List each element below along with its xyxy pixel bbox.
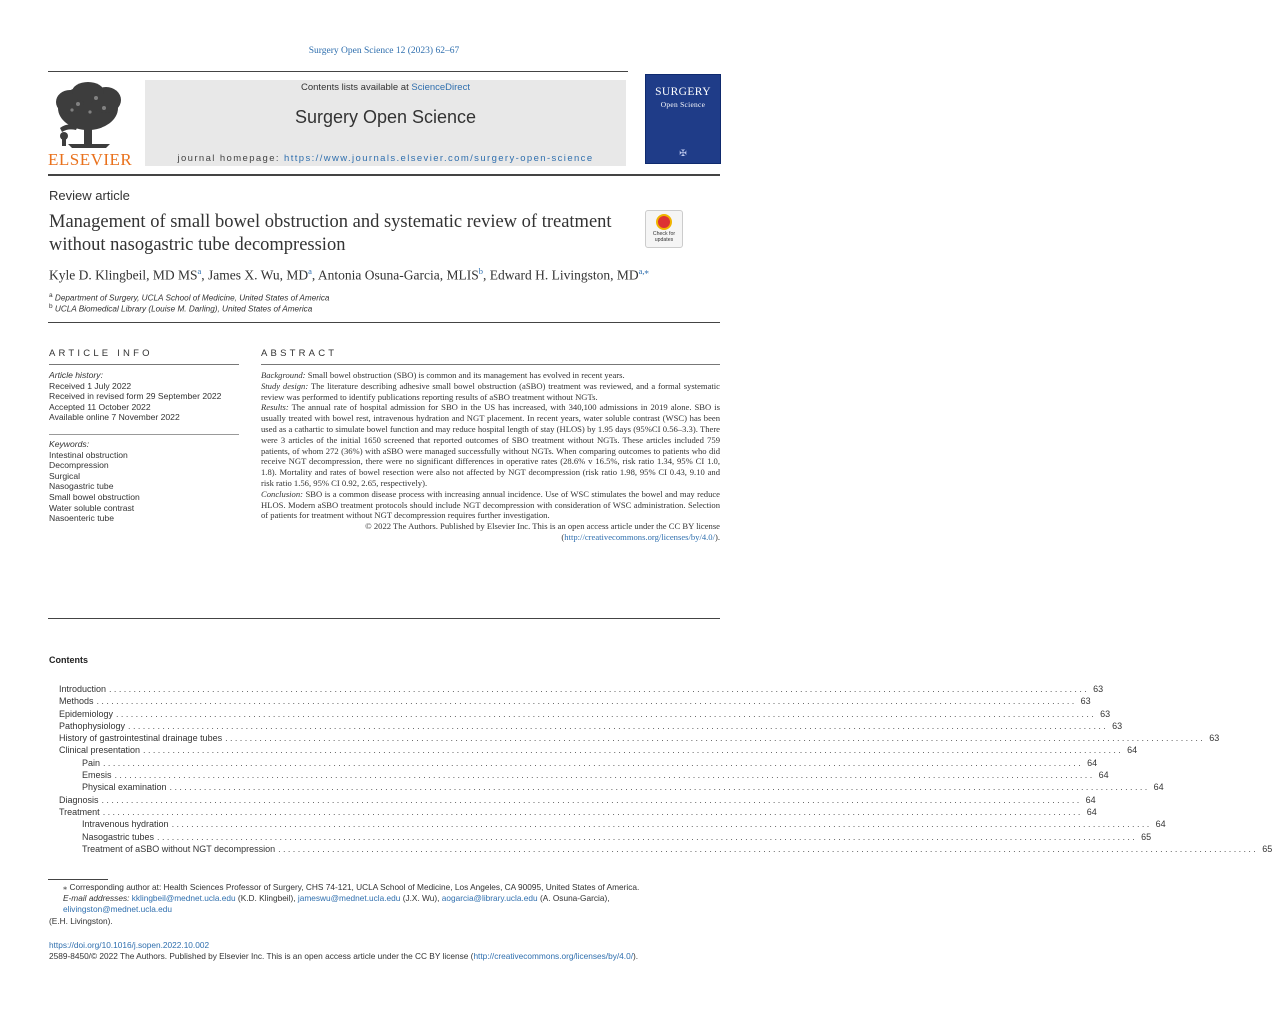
toc-entry-page: 64 — [1085, 794, 1096, 805]
toc-entry-page: 64 — [1086, 806, 1097, 817]
affiliation-text: Department of Surgery, UCLA School of Medicine, United States of America — [54, 293, 330, 303]
abstract-background — [261, 370, 720, 381]
affiliation-a — [49, 292, 329, 303]
toc-entry[interactable] — [49, 720, 1123, 732]
corresponding-mark: ⁎ — [63, 882, 68, 892]
toc-leader-dots: ........................................................................................................................................................................................................ — [128, 720, 1109, 731]
toc-entry-title[interactable]: Treatment of aSBO without NGT decompression — [82, 843, 276, 854]
affiliation-text: UCLA Biomedical Library (Louise M. Darling), United States of America — [54, 304, 313, 314]
design-text: The literature describing adhesive small bowel obstruction (aSBO) treatment was reviewed, and a formal systematic review was performed to identify publications reporting results of aSBO treatment without NGTs. — [261, 380, 720, 402]
journal-name: Surgery Open Science — [294, 107, 477, 127]
keywords — [49, 439, 239, 524]
toc-leader-dots: ........................................................................................................................................................................................................ — [103, 757, 1084, 768]
toc-entry-title[interactable]: Intravenous hydration — [82, 819, 169, 830]
toc-entry-page: 63 — [1093, 684, 1104, 694]
contents-heading: Contents — [49, 655, 88, 665]
author-sep: , — [201, 267, 209, 283]
affiliation-rule — [48, 322, 720, 323]
sciencedirect-link[interactable]: ScienceDirect — [411, 82, 470, 93]
toc-entry[interactable] — [49, 781, 1164, 793]
toc-entry-page: 64 — [1153, 782, 1164, 793]
results-text: The annual rate of hospital admission for SBO in the US has increased, with 340,100 admissions in 2019 alone. SBO is usually treated with bowel rest, intravenous hydration and NGT placement. In recent years, water soluble contrast (WSC) has been used as a cathartic to simulate bowel function and may reduce hospital length of stay (HLOS) by 1.95 days (95%CI 0.56–3.3). There were 3 articles of the initial 1650 screened that reported outcomes of SBO treatment without NGTs. These articles included 759 patients, of whom 272 (36%) with aSBO were managed successfully without NGTs. When comparing outcomes to patients who did receive NGT decompression, there were no significant differences in operative rates (28.6% v 16.5%, risk ratio 1.34, 95% CI 1.0, 1.8). Mortality and rates of bowel resection were also not affected by NGT decompression (risk ratio 1.98, 95% CI 0.43, 9.10 and risk ratio 1.56, 95% CI 0.92, 2.65, respectively). — [261, 402, 720, 488]
toc-entry[interactable] — [49, 769, 1109, 781]
author-name[interactable]: Antonia Osuna-Garcia, MLIS — [317, 267, 479, 283]
toc-entry-page: 65 — [1262, 843, 1272, 854]
contents-available-line — [145, 82, 626, 93]
toc-entry-page: 63 — [1112, 720, 1123, 731]
background-label: Background: — [261, 370, 306, 380]
article-title: Management of small bowel obstruction and systematic review of treatment without nasogastric tube decompression — [49, 212, 612, 255]
toc-entry[interactable] — [49, 794, 1096, 806]
toc-entry[interactable] — [49, 744, 1138, 756]
toc-entry[interactable] — [49, 831, 1152, 843]
toc-entry-title[interactable]: Physical examination — [82, 782, 167, 793]
email-owner: (A. Osuna-Garcia), — [537, 893, 610, 904]
toc-entry[interactable] — [49, 695, 1091, 707]
issn-license-link[interactable]: http://creativecommons.org/licenses/by/4.0/ — [473, 951, 633, 961]
keyword: Nasoenteric tube — [49, 513, 114, 524]
email-link[interactable]: elivingston@mednet.ucla.edu — [63, 904, 172, 915]
toc-entry-page: 63 — [1080, 696, 1091, 707]
toc-entry-page: 64 — [1155, 819, 1166, 830]
email-owner: (J.X. Wu), — [400, 893, 442, 904]
email-label: E-mail addresses: — [63, 893, 130, 904]
toc-entry-title[interactable]: Epidemiology — [59, 708, 114, 719]
issn-end: ). — [633, 951, 639, 961]
toc-leader-dots: ........................................................................................................................................................................................................ — [171, 819, 1152, 830]
toc-entry[interactable] — [49, 683, 1104, 695]
affiliation-b — [49, 303, 312, 314]
author-sep: , — [483, 267, 490, 283]
article-history — [49, 370, 239, 423]
history-accepted: Accepted 11 October 2022 — [49, 401, 151, 412]
history-revised: Received in revised form 29 September 2022 — [49, 391, 222, 402]
email-last-line: (E.H. Livingston). — [49, 915, 113, 926]
article-type: Review article — [49, 188, 130, 203]
journal-citation[interactable]: Surgery Open Science 12 (2023) 62–67 — [308, 46, 460, 56]
keyword: Small bowel obstruction — [49, 491, 140, 502]
check-updates-icon — [656, 214, 672, 230]
keyword: Nasogastric tube — [49, 481, 114, 492]
abstract-rule — [261, 364, 720, 365]
toc-entry-page: 63 — [1209, 733, 1220, 744]
header-bottom-rule — [48, 174, 720, 176]
email-link[interactable]: aogarcia@library.ucla.edu — [441, 893, 538, 904]
email-owner: (K.D. Klingbeil), — [235, 893, 298, 904]
email-addresses — [49, 893, 720, 915]
cover-emblem-icon: ✠ — [679, 148, 687, 158]
affiliation-mark: a — [49, 292, 53, 299]
author-affil-mark[interactable]: b — [478, 266, 483, 276]
design-label: Study design: — [261, 380, 309, 391]
conclusion-text: SBO is a common disease process with increasing annual incidence. Use of WSC stimulates the bowel and may reduce HLOS. Modern aSBO treatment protocols should include NGT decompression with consideration of WSC administration. Selection of patients for treatment without NGT decompression requires further investigation. — [261, 488, 720, 521]
table-of-contents — [49, 683, 1272, 855]
toc-entry[interactable] — [49, 818, 1166, 830]
toc-leader-dots: ........................................................................................................................................................................................................ — [157, 831, 1138, 842]
corresponding-author-note — [49, 882, 720, 893]
abstract-copyright — [261, 521, 720, 543]
history-received: Received 1 July 2022 — [49, 380, 132, 391]
email-link[interactable]: kklingbeil@mednet.ucla.edu — [131, 893, 236, 904]
footnote-rule — [48, 879, 108, 880]
toc-entry-page: 63 — [1100, 708, 1111, 719]
article-info-rule — [49, 364, 239, 365]
toc-entry[interactable] — [49, 708, 1111, 720]
toc-leader-dots: ........................................................................................................................................................................................................ — [96, 696, 1077, 707]
contents-rule — [48, 618, 720, 619]
author-list — [49, 266, 649, 284]
toc-leader-dots: ........................................................................................................................................................................................................ — [114, 770, 1095, 781]
cover-subtitle: Open Science — [660, 100, 706, 109]
homepage-link[interactable]: https://www.journals.elsevier.com/surgery-open-science — [284, 153, 594, 164]
toc-entry-page: 64 — [1087, 757, 1098, 768]
keywords-label: Keywords: — [49, 439, 90, 449]
keywords-rule — [49, 434, 239, 435]
doi-link[interactable]: https://doi.org/10.1016/j.sopen.2022.10.002 — [49, 940, 210, 950]
keyword: Water soluble contrast — [49, 502, 135, 513]
license-link[interactable]: http://creativecommons.org/licenses/by/4.0/ — [564, 531, 715, 542]
toc-leader-dots: ........................................................................................................................................................................................................ — [278, 843, 1259, 854]
homepage-label: journal homepage: — [177, 153, 285, 164]
corresponding-text: Corresponding author at: Health Sciences Professor of Surgery, CHS 74-121, UCLA School of Medicine, Los Angeles, CA 90095, United States of America. — [69, 882, 640, 892]
toc-entry[interactable] — [49, 732, 1220, 744]
affiliation-mark: b — [49, 303, 53, 310]
toc-entry-title[interactable]: History of gastrointestinal drainage tubes — [59, 733, 223, 744]
journal-homepage-line — [145, 153, 626, 164]
toc-leader-dots: ........................................................................................................................................................................................................ — [109, 684, 1090, 694]
toc-entry[interactable] — [49, 757, 1098, 769]
toc-leader-dots: ........................................................................................................................................................................................................ — [225, 733, 1206, 744]
article-info-heading: ARTICLE INFO — [49, 348, 153, 359]
toc-entry-title[interactable]: Pathophysiology — [59, 720, 126, 731]
toc-entry-page: 64 — [1098, 770, 1109, 781]
issn-license-line — [49, 951, 638, 961]
background-text: Small bowel obstruction (SBO) is common and its management has evolved in recent years. — [305, 370, 625, 380]
keyword: Intestinal obstruction — [49, 449, 128, 460]
conclusion-label: Conclusion: — [261, 488, 304, 499]
toc-entry-title[interactable]: Pain — [82, 757, 101, 768]
toc-leader-dots: ........................................................................................................................................................................................................ — [116, 708, 1097, 719]
toc-entry-title[interactable]: Treatment — [59, 806, 100, 817]
header-top-rule — [48, 71, 628, 72]
toc-entry-title[interactable]: Clinical presentation — [59, 745, 141, 756]
toc-entry[interactable] — [49, 843, 1272, 855]
toc-entry-title[interactable]: Emesis — [82, 770, 112, 781]
article-history-label: Article history: — [49, 370, 103, 380]
results-label: Results: — [261, 402, 289, 413]
toc-entry-title[interactable]: Nasogastric tubes — [82, 831, 155, 842]
copyright-text: © 2022 The Authors. Published by Elsevier Inc. This is an open access article under the CC BY license ( — [365, 521, 720, 542]
issn-text: 2589-8450/© 2022 The Authors. Published by Elsevier Inc. This is an open access article under the CC BY license ( — [49, 951, 474, 961]
check-updates-label: Check for updates — [652, 231, 676, 243]
author-sep: , — [311, 267, 318, 283]
abstract-heading: ABSTRACT — [261, 348, 338, 359]
abstract-results — [261, 402, 720, 488]
abstract-conclusion — [261, 489, 720, 521]
cover-title: SURGERY — [655, 86, 711, 98]
toc-leader-dots: ........................................................................................................................................................................................................ — [101, 794, 1082, 805]
contents-available-text: Contents lists available at — [301, 82, 412, 93]
toc-leader-dots: ........................................................................................................................................................................................................ — [143, 745, 1124, 756]
author-affil-mark[interactable]: a — [197, 266, 202, 276]
toc-entry[interactable] — [49, 806, 1097, 818]
history-online: Available online 7 November 2022 — [49, 412, 180, 423]
toc-entry-page: 64 — [1127, 745, 1138, 756]
footnotes — [49, 882, 720, 927]
copyright-end: ). — [714, 531, 720, 542]
keyword: Surgical — [49, 470, 81, 481]
author-name[interactable]: Edward H. Livingston, MD — [489, 267, 639, 283]
elsevier-wordmark: ELSEVIER — [48, 150, 133, 169]
abstract-body — [261, 370, 720, 543]
toc-entry-title[interactable]: Introduction — [59, 684, 107, 694]
toc-entry-title[interactable]: Methods — [59, 696, 94, 707]
toc-leader-dots: ........................................................................................................................................................................................................ — [102, 806, 1083, 817]
abstract-design — [261, 381, 720, 403]
email-link[interactable]: jameswu@mednet.ucla.edu — [297, 893, 401, 904]
author-name[interactable]: James X. Wu, MD — [208, 267, 309, 283]
author-name[interactable]: Kyle D. Klingbeil, MD MS — [49, 267, 198, 283]
toc-leader-dots: ........................................................................................................................................................................................................ — [169, 782, 1150, 793]
toc-entry-page: 65 — [1141, 831, 1152, 842]
toc-entry-title[interactable]: Diagnosis — [59, 794, 99, 805]
keyword: Decompression — [49, 460, 109, 471]
author-affil-mark[interactable]: a — [308, 266, 312, 276]
author-affil-mark[interactable]: a,⁎ — [638, 266, 649, 276]
